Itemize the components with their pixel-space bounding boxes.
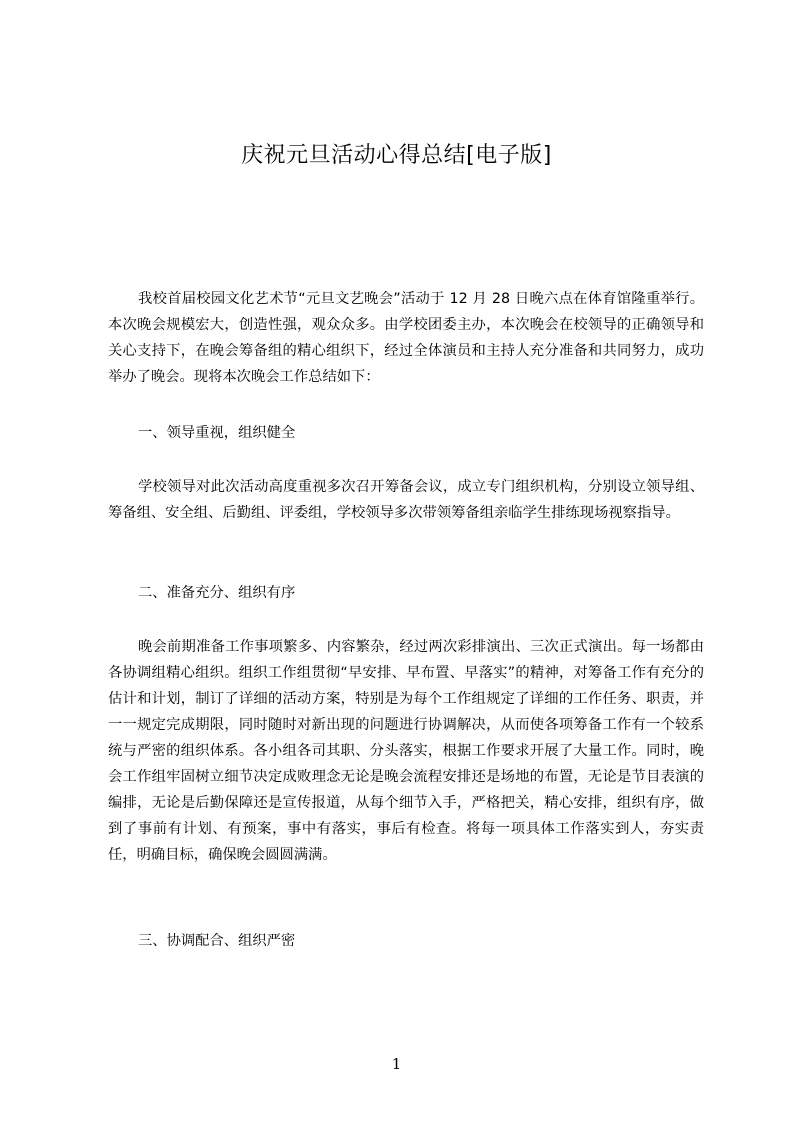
intro-paragraph: 我校首届校园文化艺术节“元旦文艺晚会”活动于 12 月 28 日晚六点在体育馆隆重举行。本次晚会规模宏大，创造性强，观众众多。由学校团委主办，本次晚会在校领导的正确领导和关心支持下，在晚会筹备组的精心组织下，经过全体演员和主持人充分准备和共同努力，成功举办了晚会。现将本次晚会工作总结如下： <box>108 291 704 385</box>
section-1-paragraph: 学校领导对此次活动高度重视多次召开筹备会议，成立专门组织机构，分别设立领导组、筹备组、安全组、后勤组、评委组，学校领导多次带领筹备组亲临学生排练现场视察指导。 <box>108 479 704 521</box>
section-heading-1: 一、领导重视，组织健全 <box>138 425 296 441</box>
document-title: 庆祝元旦活动心得总结[电子版] <box>241 143 552 168</box>
section-heading-2: 二、准备充分、组织有序 <box>138 585 296 601</box>
section-heading-3: 三、协调配合、组织严密 <box>138 933 296 949</box>
page-number: 1 <box>391 1055 402 1073</box>
section-2-paragraph: 晚会前期准备工作事项繁多、内容繁杂，经过两次彩排演出、三次正式演出。每一场都由各协调组精心组织。组织工作组贯彻“早安排、早布置、早落实”的精神，对筹备工作有充分的估计和计划，制订了详细的活动方案，特别是为每个工作组规定了详细的工作任务、职责，并一一规定完成期限，同时随时对新出现的问题进行协调解决，从而使各项筹备工作有一个较系统与严密的组织体系。各小组各司其职、分头落实，根据工作要求开展了大量工作。同时，晚会工作组牢固树立细节决定成败理念无论是晚会流程安排还是场地的布置，无论是节目表演的编排，无论是后勤保障还是宣传报道，从每个细节入手，严格把关，精心安排，组织有序，做到了事前有计划、有预案，事中有落实，事后有检查。将每一项具体工作落实到人，夯实责任，明确目标，确保晚会圆圆满满。 <box>108 639 704 863</box>
